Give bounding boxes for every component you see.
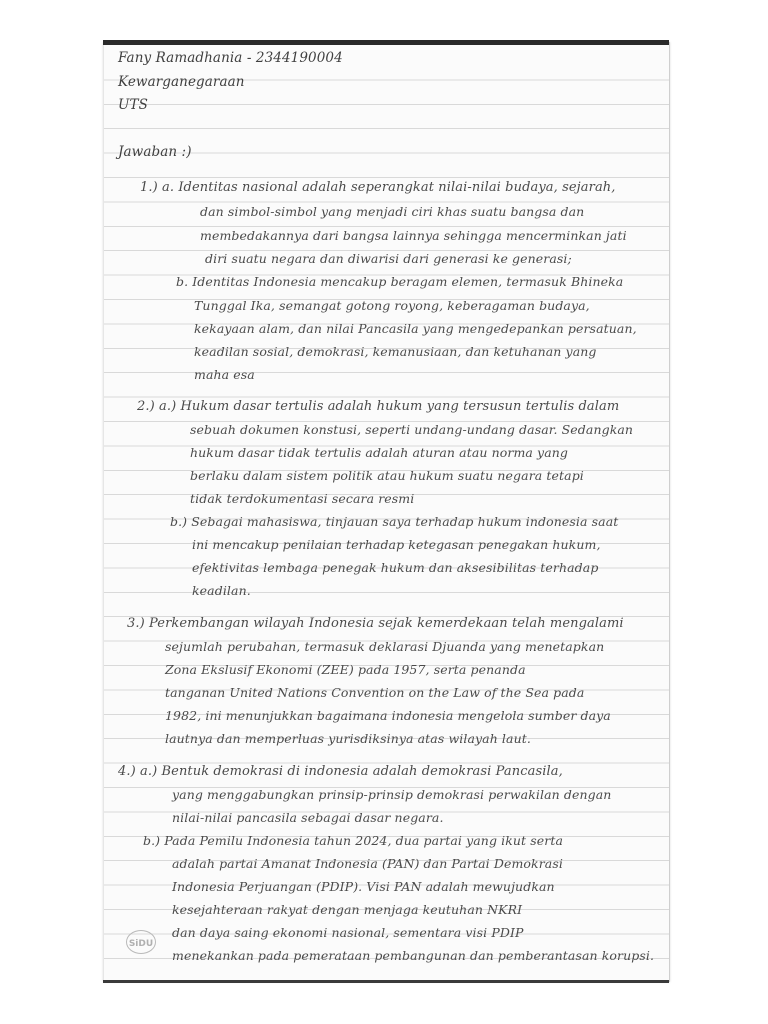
answer-4b-line-2: adalah partai Amanat Indonesia (PAN) dan Partai Demokrasi [172,856,563,871]
answer-1a-line-3: membedakannya dari bangsa lainnya sehingga mencerminkan jati [200,228,627,243]
answer-1a-line-4: diri suatu negara dan diwarisi dari generasi ke generasi; [205,251,572,266]
answer-1b-line-1: b. Identitas Indonesia mencakup beragam elemen, termasuk Bhineka [176,274,624,289]
answer-3-line-6: lautnya dan memperluas yurisdiksinya atas wilayah laut. [165,731,531,746]
answer-3-line-2: sejumlah perubahan, termasuk deklarasi Djuanda yang menetapkan [165,639,605,654]
answer-2b-line-4: keadilan. [192,583,251,598]
answer-3-line-1: 3.) Perkembangan wilayah Indonesia sejak kemerdekaan telah mengalami [127,616,624,631]
answer-4a-line-2: yang menggabungkan prinsip-prinsip demokrasi perwakilan dengan [172,787,612,802]
answer-4b-line-6: menekankan pada pemerataan pembangunan dan pemberantasan korupsi. [172,948,655,963]
answer-2a-line-2: sebuah dokumen konstusi, seperti undang-undang dasar. Sedangkan [190,422,634,437]
answer-1b-line-5: maha esa [194,367,255,382]
answer-4b-line-5: dan daya saing ekonomi nasional, sementara visi PDIP [172,925,524,940]
answer-2a-line-5: tidak terdokumentasi secara resmi [190,491,415,506]
answer-1b-line-3: kekayaan alam, dan nilai Pancasila yang mengedepankan persatuan, [194,321,637,336]
answer-4b-line-4: kesejahteraan rakyat dengan menjaga keutuhan NKRI [172,902,523,917]
answer-1a-line-2: dan simbol-simbol yang menjadi ciri khas suatu bangsa dan [200,204,585,219]
answer-2b-line-3: efektivitas lembaga penegak hukum dan aksesibilitas terhadap [192,560,599,575]
exam-line: UTS [118,97,148,113]
subject-line: Kewarganegaraan [118,74,245,90]
answer-4a-line-1: 4.) a.) Bentuk demokrasi di indonesia adalah demokrasi Pancasila, [118,764,563,779]
answer-1b-line-4: keadilan sosial, demokrasi, kemanusiaan, dan ketuhanan yang [194,344,597,359]
answer-1b-line-2: Tunggal Ika, semangat gotong royong, keberagaman budaya, [194,298,590,313]
sidu-logo-icon [129,935,153,949]
answer-3-line-5: 1982, ini menunjukkan bagaimana indonesia mengelola sumber daya [165,708,611,723]
page-bottom-edge [103,980,669,983]
answer-4a-line-3: nilai-nilai pancasila sebagai dasar negara. [172,810,444,825]
answer-2a-line-4: berlaku dalam sistem politik atau hukum suatu negara tetapi [190,468,584,483]
answer-2a-line-3: hukum dasar tidak tertulis adalah aturan atau norma yang [190,445,569,460]
svg-text:SiDU: SiDU [129,939,153,949]
answer-2a-line-1: 2.) a.) Hukum dasar tertulis adalah hukum yang tersusun tertulis dalam [137,399,620,414]
answer-2b-line-1: b.) Sebagai mahasiswa, tinjauan saya terhadap hukum indonesia saat [170,514,619,529]
answer-3-line-3: Zona Ekslusif Ekonomi (ZEE) pada 1957, serta penanda [165,662,526,677]
answers-label: Jawaban :) [118,144,192,160]
answer-4b-line-3: Indonesia Perjuangan (PDIP). Visi PAN adalah mewujudkan [172,879,555,894]
answer-2b-line-2: ini mencakup penilaian terhadap ketegasan penegakan hukum, [192,537,601,552]
student-name-line: Fany Ramadhania - 2344190004 [118,50,343,66]
answer-3-line-4: tanganan United Nations Convention on the Law of the Sea pada [165,685,585,700]
sidu-logo-watermark [126,930,156,954]
answer-1a-line-1: 1.) a. Identitas nasional adalah seperangkat nilai-nilai budaya, sejarah, [140,180,616,195]
answer-4b-line-1: b.) Pada Pemilu Indonesia tahun 2024, dua partai yang ikut serta [143,833,564,848]
page-top-edge [103,40,669,45]
